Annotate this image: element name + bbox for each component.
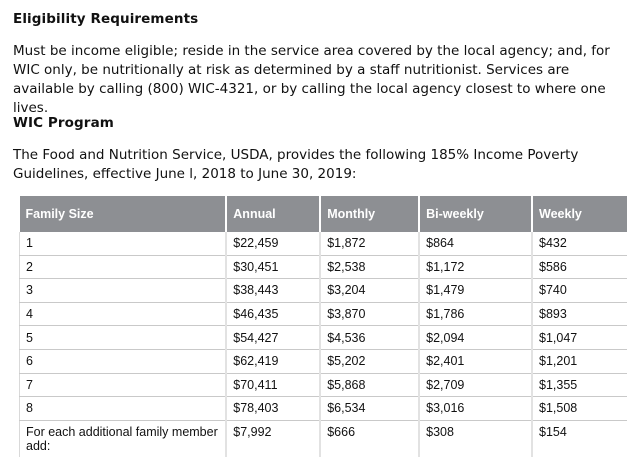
- table-row: [20, 349, 628, 373]
- cell-weekly: $1,508: [532, 397, 627, 421]
- cell-bi-weekly: $308: [419, 420, 532, 457]
- cell-bi-weekly: $2,709: [419, 373, 532, 397]
- eligibility-heading: Eligibility Requirements: [13, 11, 199, 27]
- cell-annual: $22,459: [226, 232, 320, 255]
- cell-annual: $78,403: [226, 397, 320, 421]
- cell-monthly: $666: [320, 420, 419, 457]
- cell-family-size: 4: [20, 302, 227, 326]
- cell-monthly: $5,868: [320, 373, 419, 397]
- cell-family-size: 5: [20, 326, 227, 350]
- cell-monthly: $5,202: [320, 349, 419, 373]
- income-guidelines-table: [19, 196, 627, 457]
- cell-family-size: 2: [20, 255, 227, 279]
- cell-bi-weekly: $3,016: [419, 397, 532, 421]
- cell-bi-weekly: $1,786: [419, 302, 532, 326]
- cell-weekly: $1,355: [532, 373, 627, 397]
- cell-weekly: $893: [532, 302, 627, 326]
- cell-bi-weekly: $1,172: [419, 255, 532, 279]
- column-header-monthly: Monthly: [320, 196, 419, 232]
- table-header-row: [20, 196, 628, 232]
- cell-bi-weekly: $864: [419, 232, 532, 255]
- table-row: [20, 326, 628, 350]
- wic-program-text: The Food and Nutrition Service, USDA, provides the following 185% Income Poverty Guidelines, effective June l, 2018 to June 30, 2019:: [13, 147, 579, 182]
- cell-weekly: $1,047: [532, 326, 627, 350]
- cell-weekly: $154: [532, 420, 627, 457]
- cell-family-size: 6: [20, 349, 227, 373]
- table-row-additional-member: [20, 420, 628, 457]
- column-header-bi-weekly: Bi-weekly: [419, 196, 532, 232]
- cell-annual: $46,435: [226, 302, 320, 326]
- cell-family-size: For each additional family member add:: [20, 420, 227, 457]
- cell-family-size: 7: [20, 373, 227, 397]
- cell-annual: $30,451: [226, 255, 320, 279]
- cell-monthly: $1,872: [320, 232, 419, 255]
- cell-bi-weekly: $2,094: [419, 326, 532, 350]
- column-header-annual: Annual: [226, 196, 320, 232]
- cell-annual: $62,419: [226, 349, 320, 373]
- cell-weekly: $740: [532, 279, 627, 303]
- cell-monthly: $2,538: [320, 255, 419, 279]
- table-row: [20, 232, 628, 255]
- column-header-weekly: Weekly: [532, 196, 627, 232]
- cell-weekly: $586: [532, 255, 627, 279]
- table-header: [20, 196, 628, 232]
- cell-weekly: $1,201: [532, 349, 627, 373]
- cell-monthly: $4,536: [320, 326, 419, 350]
- table-row: [20, 397, 628, 421]
- cell-family-size: 1: [20, 232, 227, 255]
- cell-annual: $38,443: [226, 279, 320, 303]
- cell-family-size: 8: [20, 397, 227, 421]
- wic-program-heading: WIC Program: [13, 115, 114, 131]
- table-row: [20, 279, 628, 303]
- cell-annual: $7,992: [226, 420, 320, 457]
- cell-bi-weekly: $1,479: [419, 279, 532, 303]
- table-body: [20, 232, 628, 457]
- cell-weekly: $432: [532, 232, 627, 255]
- cell-monthly: $3,870: [320, 302, 419, 326]
- cell-annual: $54,427: [226, 326, 320, 350]
- cell-monthly: $6,534: [320, 397, 419, 421]
- table-row: [20, 255, 628, 279]
- cell-monthly: $3,204: [320, 279, 419, 303]
- table-row: [20, 302, 628, 326]
- cell-bi-weekly: $2,401: [419, 349, 532, 373]
- cell-annual: $70,411: [226, 373, 320, 397]
- eligibility-text: Must be income eligible; reside in the service area covered by the local agency; and, for WIC only, be nutritionally at risk as determined by a staff nutritionist. Services are available by calling (800) WIC-4321, or by calling the local agency closest to where one lives.: [13, 43, 610, 116]
- table-row: [20, 373, 628, 397]
- cell-family-size: 3: [20, 279, 227, 303]
- column-header-family-size: Family Size: [20, 196, 227, 232]
